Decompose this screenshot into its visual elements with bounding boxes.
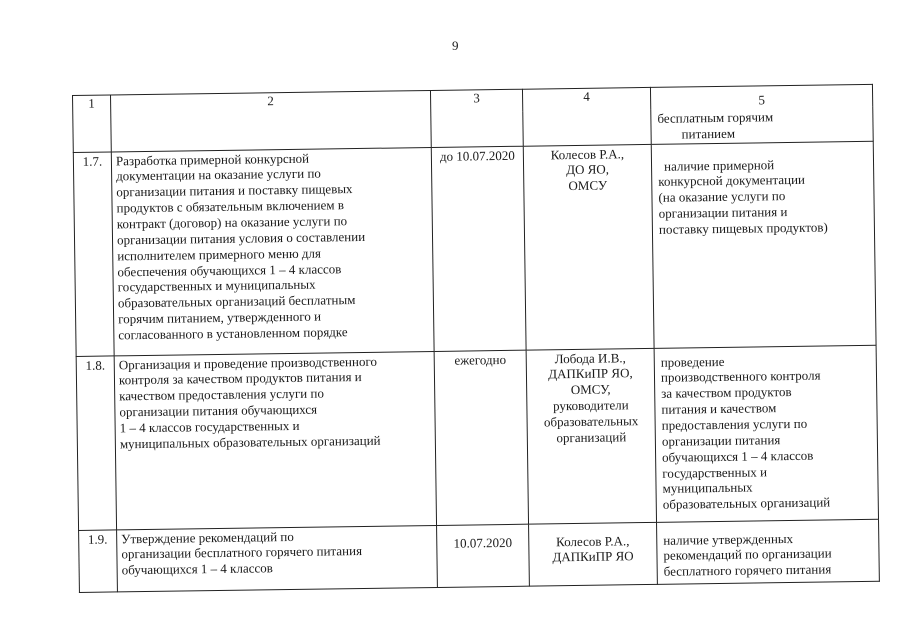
text-line: контроля за качеством продуктов питания и xyxy=(118,369,362,388)
text-line: Лобода И.В., xyxy=(554,349,626,366)
text-line: образовательных организаций бесплатным xyxy=(117,292,356,311)
text-line: 1 – 4 классов государственных и xyxy=(119,417,300,436)
text-line: муниципальных xyxy=(662,479,753,497)
text-line: ДАПКиПР ЯО xyxy=(552,548,634,565)
item-description xyxy=(114,351,436,529)
text-line: ОМСУ, xyxy=(570,381,611,398)
text-line: рекомендаций по организации xyxy=(663,545,832,564)
text-line: ДАПКиПР ЯО, xyxy=(548,365,633,382)
plan-table xyxy=(72,84,880,593)
text-line: организации питания xyxy=(661,432,781,449)
text-line: горячим питанием, утвержденного и xyxy=(118,308,322,327)
item-result xyxy=(654,345,878,522)
text-line: контракт (договор) на оказание услуги по xyxy=(116,213,348,232)
item-number: 1.8. xyxy=(76,356,116,531)
text-line: Колесов Р.А., xyxy=(550,145,625,162)
text-line: организаций xyxy=(556,429,627,446)
text-line: государственных и xyxy=(662,463,768,481)
column-header-5: 5 xyxy=(650,84,872,109)
item-description xyxy=(111,147,434,355)
text-line: за качеством продуктов xyxy=(661,384,792,402)
item-deadline: до 10.07.2020 xyxy=(431,146,526,351)
item-deadline: ежегодно xyxy=(434,350,528,525)
text-line: бесплатным горячим xyxy=(657,109,774,126)
text-line: наличие утвержденных xyxy=(663,530,794,548)
text-line: руководители xyxy=(552,397,629,414)
column-header-1: 1 xyxy=(73,95,112,152)
text-line: предоставления услуги по xyxy=(661,415,808,433)
text-line: Утверждение рекомендаций по xyxy=(121,528,294,546)
table-row xyxy=(79,519,880,592)
text-line: Разработка примерной конкурсной xyxy=(115,150,310,168)
text-line: государственных и муниципальных xyxy=(117,277,316,295)
text-line: обучающихся 1 – 4 классов xyxy=(662,447,814,465)
continuation-result-cell xyxy=(651,107,873,144)
text-line: конкурсной документации xyxy=(658,172,806,190)
text-line: муниципальных образовательных организаций xyxy=(119,432,381,452)
text-line: продуктов с обязательным включением в xyxy=(116,197,345,216)
text-line: Организация и проведение производственного xyxy=(118,353,377,372)
text-line: организации питания обучающихся xyxy=(119,401,318,420)
text-line: исполнителем примерного меню для xyxy=(117,245,322,264)
text-line: согласованного в установленном порядке xyxy=(118,324,348,343)
column-header-3: 3 xyxy=(430,89,523,147)
text-line: питания и качеством xyxy=(661,400,777,417)
item-responsible xyxy=(529,522,658,586)
text-line: организации питания и поставку пищевых xyxy=(116,181,353,200)
text-line: (на оказание услуги по xyxy=(658,188,786,206)
text-line: организации бесплатного горячего питания xyxy=(121,543,363,562)
text-line: ОМСУ xyxy=(568,177,608,194)
item-deadline: 10.07.2020 xyxy=(437,524,530,587)
item-responsible xyxy=(523,144,654,350)
text-line: бесплатного горячего питания xyxy=(663,561,832,580)
text-line: производственного контроля xyxy=(660,368,821,386)
item-number: 1.9. xyxy=(79,529,118,592)
column-header-2: 2 xyxy=(111,90,432,151)
text-line: организации питания и xyxy=(658,204,788,221)
text-line: наличие примерной xyxy=(663,156,775,174)
item-result xyxy=(657,519,880,584)
page-number: 9 xyxy=(452,38,459,53)
text-line: питанием xyxy=(681,125,736,142)
text-line: Колесов Р.А., xyxy=(556,532,630,549)
text-line: поставку пищевых продуктов) xyxy=(658,219,828,237)
item-responsible xyxy=(526,348,656,524)
item-result xyxy=(651,141,876,348)
item-description xyxy=(117,525,438,591)
text-line: обучающихся 1 – 4 классов xyxy=(121,560,273,578)
text-line: образовательных организаций xyxy=(662,494,831,513)
text-line: проведение xyxy=(660,353,725,370)
text-line: качеством предоставления услуги по xyxy=(119,385,325,404)
text-line: ДО ЯО, xyxy=(566,161,610,178)
table-row xyxy=(76,345,878,530)
text-line: организации питания условия о составлении xyxy=(116,228,366,248)
table-row xyxy=(73,141,876,356)
plan-table-wrapper xyxy=(72,84,879,620)
text-line: документации на оказание услуги по xyxy=(116,165,321,184)
item-number: 1.7. xyxy=(73,152,114,357)
column-header-4: 4 xyxy=(522,87,651,145)
text-line: обеспечения обучающихся 1 – 4 классов xyxy=(117,260,342,279)
text-line: образовательных xyxy=(543,413,639,430)
